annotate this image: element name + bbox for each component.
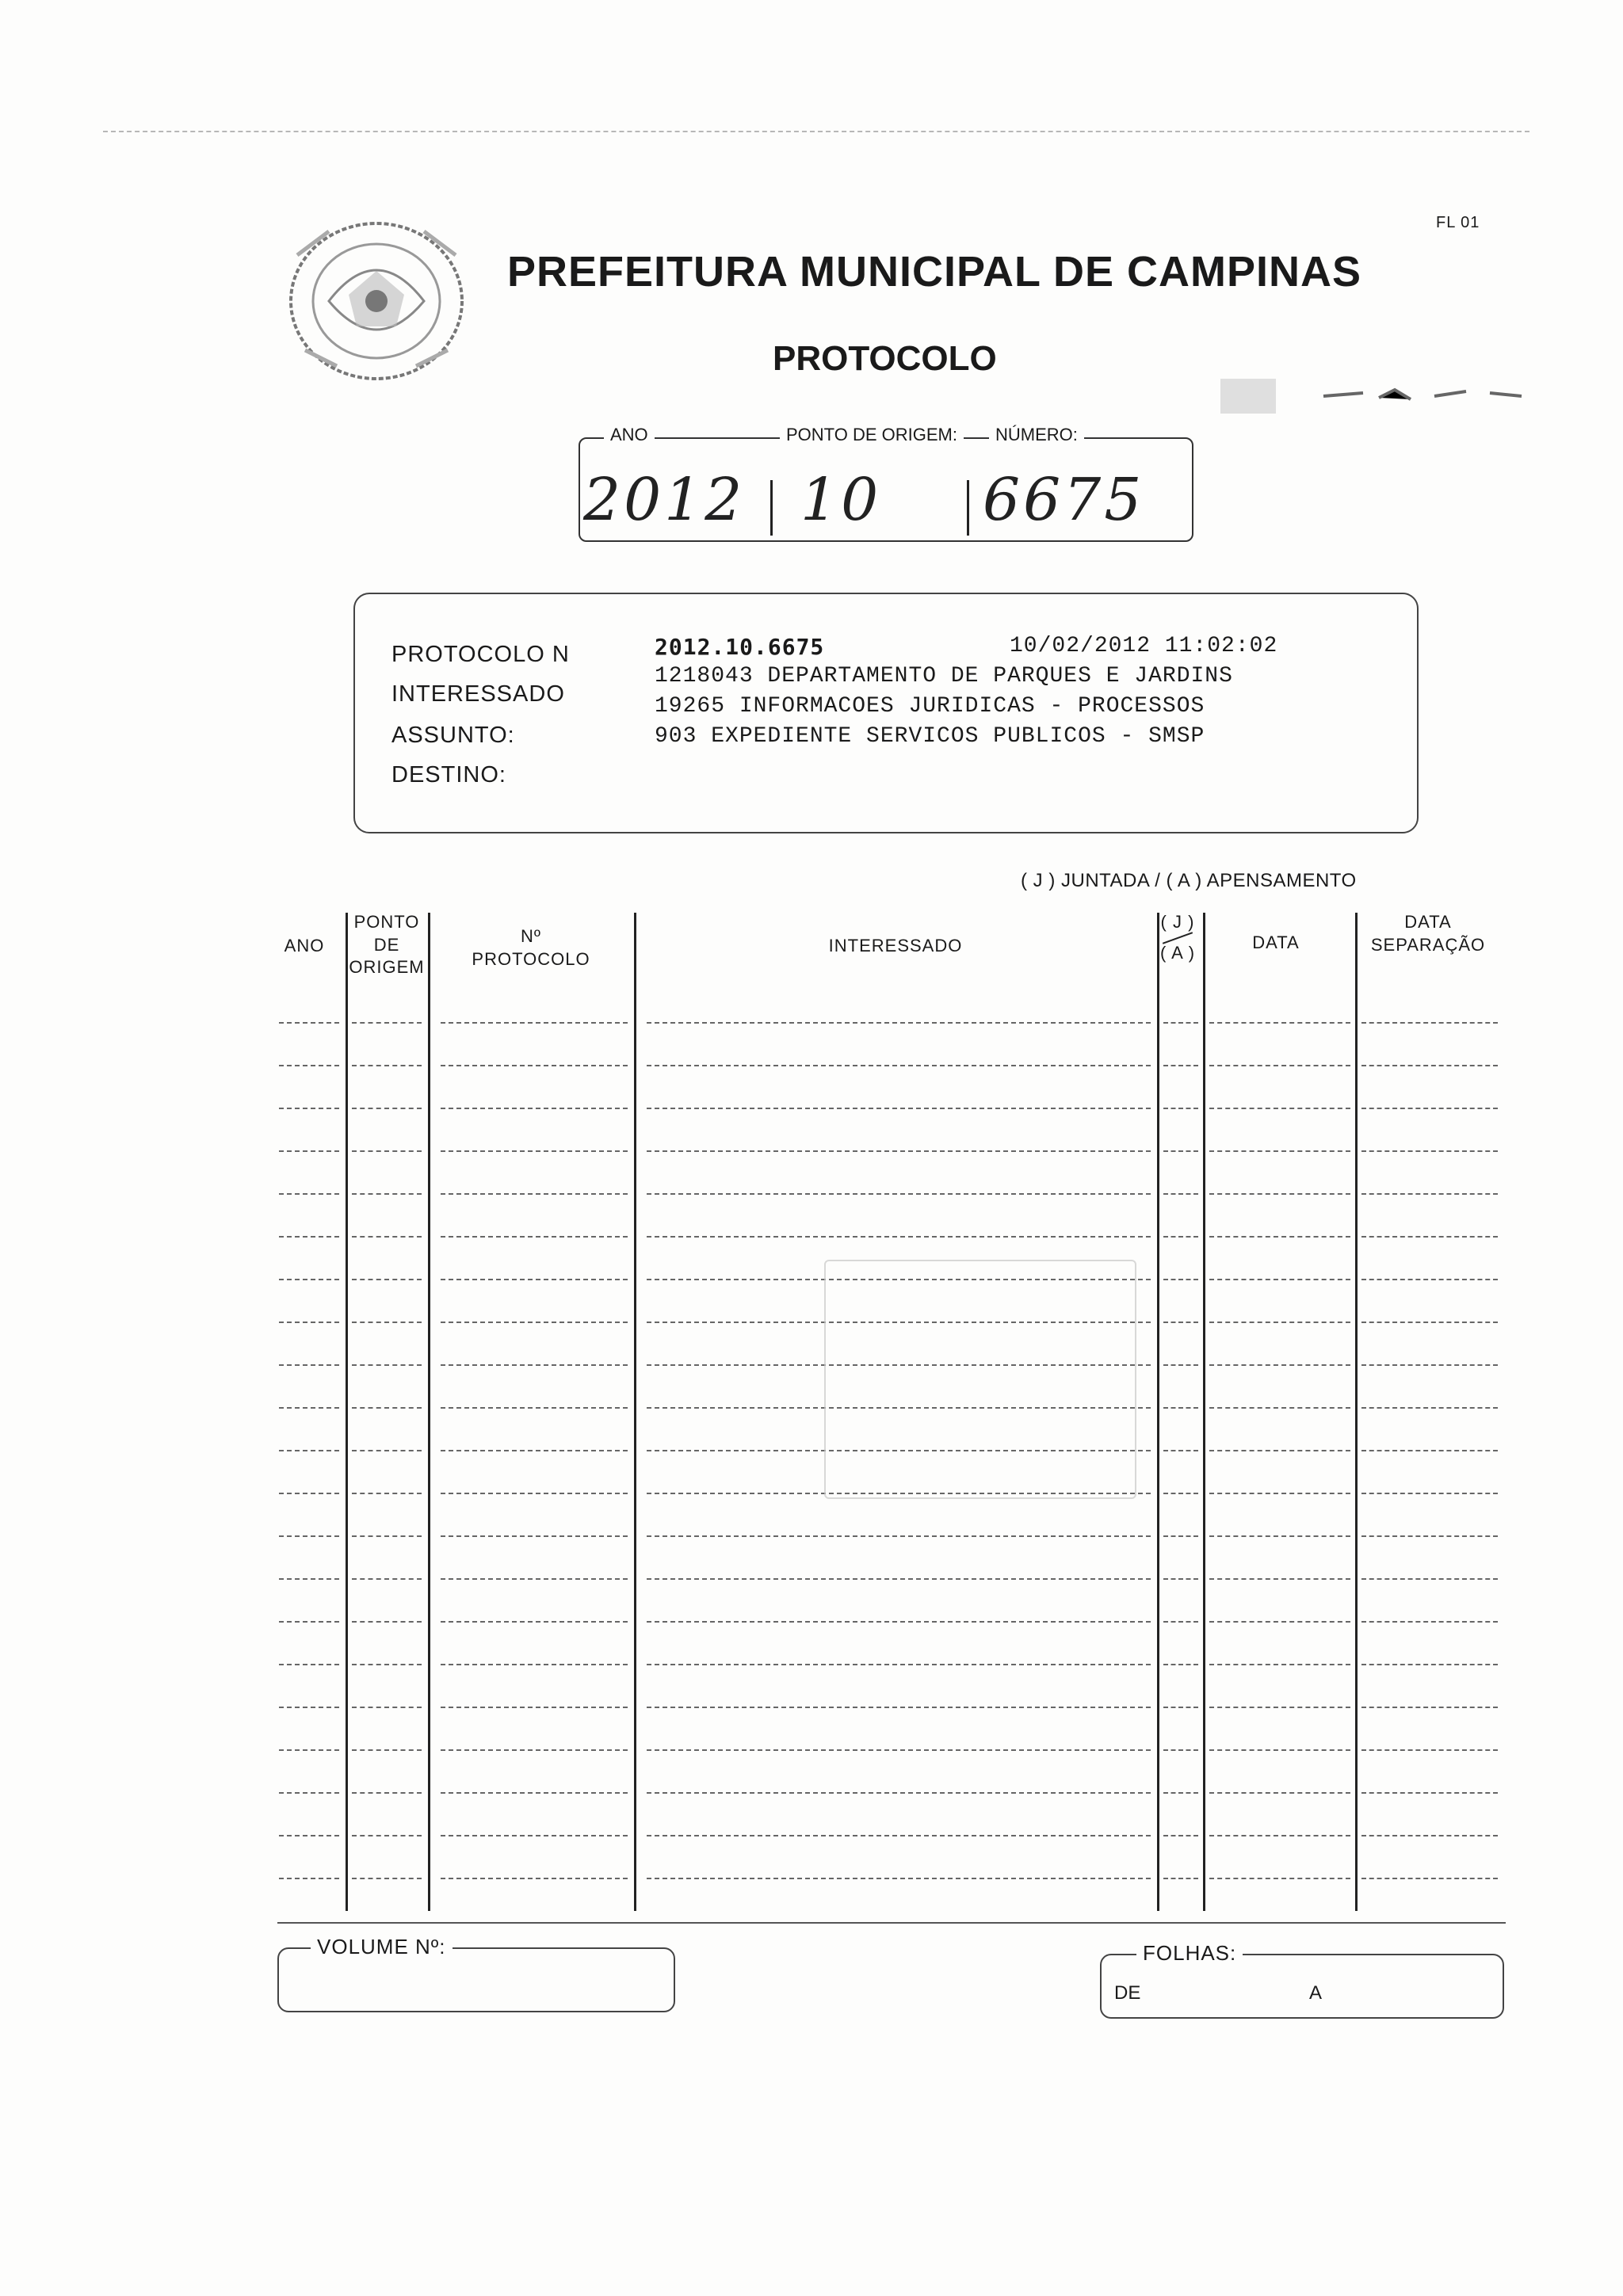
table-row-line — [1163, 1322, 1198, 1323]
table-row-line — [1361, 1578, 1498, 1580]
table-row-line — [1209, 1407, 1350, 1409]
table-row-line — [352, 1364, 422, 1366]
table-row-line — [352, 1407, 422, 1409]
table-row-line — [279, 1279, 339, 1280]
table-row-line — [1361, 1236, 1498, 1238]
table-row-line — [279, 1407, 339, 1409]
table-row-line — [352, 1108, 422, 1109]
table-row-line — [352, 1749, 422, 1751]
column-divider — [428, 913, 430, 1911]
table-row-line — [1361, 1878, 1498, 1879]
folhas-box — [1100, 1941, 1504, 2019]
table-row-line — [647, 1193, 1151, 1195]
sheet-ref: FL 01 — [1436, 214, 1480, 231]
table-row-line — [1209, 1108, 1350, 1109]
table-row-line — [1163, 1279, 1198, 1280]
volume-box — [277, 1935, 675, 2012]
table-row-line — [279, 1450, 339, 1451]
table-row-line — [1361, 1065, 1498, 1066]
folhas-label: FOLHAS: — [1136, 1941, 1243, 1966]
table-row-line — [1209, 1707, 1350, 1708]
table-row-line — [1163, 1578, 1198, 1580]
table-row-line — [352, 1450, 422, 1451]
table-row-line — [352, 1835, 422, 1836]
table-row-line — [647, 1621, 1151, 1623]
table-row-line — [441, 1878, 628, 1879]
table-row-line — [279, 1236, 339, 1238]
col-header-protocolo-line: Nº — [521, 926, 541, 946]
table-row-line — [1209, 1621, 1350, 1623]
table-row-line — [1163, 1792, 1198, 1794]
table-row-line — [1361, 1749, 1498, 1751]
volume-label: VOLUME Nº: — [311, 1935, 453, 1959]
separator — [967, 480, 969, 536]
numero-handwritten: 6675 — [983, 466, 1145, 534]
table-row-line — [352, 1535, 422, 1537]
table-row-line — [279, 1322, 339, 1323]
table-row-line — [1163, 1835, 1198, 1836]
ponto-handwritten: 10 — [800, 466, 882, 534]
table-row-line — [1209, 1664, 1350, 1665]
table-row-line — [279, 1621, 339, 1623]
table-row-line — [441, 1364, 628, 1366]
table-row-line — [279, 1578, 339, 1580]
table-row-line — [1163, 1150, 1198, 1152]
table-row-line — [1361, 1407, 1498, 1409]
table-row-line — [279, 1878, 339, 1879]
table-row-line — [352, 1150, 422, 1152]
column-divider — [346, 913, 348, 1911]
table-row-line — [1163, 1749, 1198, 1751]
table-row-line — [352, 1707, 422, 1708]
page-subtitle: PROTOCOLO — [773, 339, 997, 378]
ano-label: ANO — [604, 425, 655, 445]
juntada-legend: ( J ) JUNTADA / ( A ) APENSAMENTO — [1021, 870, 1357, 891]
table-row-line — [647, 1792, 1151, 1794]
table-row-line — [1209, 1749, 1350, 1751]
page-title: PREFEITURA MUNICIPAL DE CAMPINAS — [507, 248, 1362, 296]
table-row-line — [352, 1878, 422, 1879]
table-row-line — [441, 1450, 628, 1451]
table-row-line — [1209, 1022, 1350, 1024]
table-row-line — [441, 1835, 628, 1836]
table-row-line — [279, 1707, 339, 1708]
table-row-line — [279, 1065, 339, 1066]
table-row-line — [1209, 1792, 1350, 1794]
table-row-line — [647, 1065, 1151, 1066]
destino-value: 903 EXPEDIENTE SERVICOS PUBLICOS - SMSP — [655, 724, 1205, 749]
col-header-juntada — [1154, 911, 1201, 964]
table-row-line — [352, 1493, 422, 1494]
table-row-line — [1209, 1535, 1350, 1537]
table-row-line — [1163, 1193, 1198, 1195]
col-header-protocolo — [444, 925, 618, 971]
table-row-line — [1163, 1236, 1198, 1238]
table-row-line — [279, 1022, 339, 1024]
table-row-line — [352, 1236, 422, 1238]
table-row-line — [1361, 1022, 1498, 1024]
table-row-line — [441, 1108, 628, 1109]
col-header-data-separacao — [1357, 911, 1499, 956]
col-header-ano: ANO — [284, 936, 325, 955]
table-row-line — [1209, 1322, 1350, 1323]
table-row-line — [1361, 1621, 1498, 1623]
table-row-line — [1361, 1707, 1498, 1708]
col-header-sep-line: DATA — [1404, 912, 1452, 932]
column-divider — [1157, 913, 1159, 1911]
col-header-juntada-line: ( A ) — [1159, 942, 1196, 963]
col-header-ponto-line: ORIGEM — [349, 957, 425, 978]
col-header-juntada-line: ( J ) — [1160, 912, 1195, 932]
table-row-line — [647, 1535, 1151, 1537]
ano-handwritten: 2012 — [583, 466, 746, 534]
numero-label: NÚMERO: — [989, 425, 1084, 445]
protocol-info-box — [353, 593, 1419, 833]
table-row-line — [1361, 1279, 1498, 1280]
ponto-origem-label: PONTO DE ORIGEM: — [780, 425, 964, 445]
table-row-line — [441, 1193, 628, 1195]
top-dashed-line — [103, 131, 1529, 132]
table-row-line — [647, 1236, 1151, 1238]
table-row-line — [441, 1150, 628, 1152]
table-row-line — [279, 1150, 339, 1152]
table-row-line — [352, 1065, 422, 1066]
col-header-ponto-line: DE — [373, 934, 400, 955]
table-row-line — [1361, 1792, 1498, 1794]
col-header-sep-line: SEPARAÇÃO — [1370, 934, 1486, 955]
table-row-line — [441, 1578, 628, 1580]
table-row-line — [647, 1878, 1151, 1879]
table-row-line — [1361, 1535, 1498, 1537]
column-divider — [634, 913, 636, 1911]
protocolo-label: PROTOCOLO N — [391, 642, 570, 667]
table-row-line — [441, 1493, 628, 1494]
table-row-line — [1361, 1108, 1498, 1109]
table-row-line — [279, 1749, 339, 1751]
table-row-line — [1361, 1493, 1498, 1494]
table-row-line — [1209, 1835, 1350, 1836]
table-row-line — [1163, 1707, 1198, 1708]
table-row-line — [441, 1621, 628, 1623]
table-row-line — [279, 1364, 339, 1366]
table-row-line — [1361, 1322, 1498, 1323]
protocol-number-box — [579, 425, 1193, 542]
table-row-line — [647, 1707, 1151, 1708]
col-header-data: DATA — [1252, 933, 1300, 952]
table-row-line — [647, 1835, 1151, 1836]
table-row-line — [1163, 1065, 1198, 1066]
column-divider — [1355, 913, 1358, 1911]
table-row-line — [1209, 1065, 1350, 1066]
table-row-line — [1209, 1364, 1350, 1366]
table-row-line — [1163, 1108, 1198, 1109]
table-row-line — [1361, 1193, 1498, 1195]
table-row-line — [352, 1193, 422, 1195]
col-header-interessado: INTERESSADO — [828, 936, 963, 955]
destino-label: DESTINO: — [391, 762, 506, 788]
protocolo-datetime: 10/02/2012 11:02:02 — [1010, 634, 1278, 658]
table-row-line — [647, 1108, 1151, 1109]
table-row-line — [1163, 1878, 1198, 1879]
table-row-line — [441, 1322, 628, 1323]
table-row-line — [441, 1749, 628, 1751]
interessado-value: 1218043 DEPARTAMENTO DE PARQUES E JARDINS — [655, 664, 1233, 688]
table-row-line — [1209, 1878, 1350, 1879]
assunto-label: ASSUNTO: — [391, 723, 515, 748]
table-row-line — [441, 1279, 628, 1280]
city-seal-icon — [281, 208, 472, 390]
table-row-line — [1209, 1450, 1350, 1451]
table-row-line — [279, 1493, 339, 1494]
table-row-line — [441, 1065, 628, 1066]
table-row-line — [1163, 1535, 1198, 1537]
table-row-line — [352, 1792, 422, 1794]
table-row-line — [279, 1193, 339, 1195]
col-header-ponto-line: PONTO — [353, 912, 420, 932]
table-row-line — [1163, 1407, 1198, 1409]
assunto-value: 19265 INFORMACOES JURIDICAS - PROCESSOS — [655, 694, 1205, 719]
table-row-line — [279, 1535, 339, 1537]
table-row-line — [1209, 1193, 1350, 1195]
table-row-line — [352, 1322, 422, 1323]
table-row-line — [1163, 1022, 1198, 1024]
table-row-line — [352, 1664, 422, 1665]
table-row-line — [441, 1022, 628, 1024]
table-row-line — [441, 1792, 628, 1794]
table-row-line — [1209, 1493, 1350, 1494]
table-row-line — [441, 1236, 628, 1238]
table-row-line — [647, 1664, 1151, 1665]
table-row-line — [441, 1707, 628, 1708]
table-row-line — [647, 1150, 1151, 1152]
table-row-line — [279, 1792, 339, 1794]
table-row-line — [1209, 1279, 1350, 1280]
table-row-line — [1361, 1664, 1498, 1665]
table-row-line — [1163, 1364, 1198, 1366]
table-row-line — [1361, 1835, 1498, 1836]
faint-stamp-icon — [1205, 372, 1537, 420]
table-row-line — [441, 1664, 628, 1665]
table-bottom-rule — [277, 1922, 1506, 1924]
table-row-line — [279, 1108, 339, 1109]
table-row-line — [1361, 1364, 1498, 1366]
table-row-line — [441, 1535, 628, 1537]
interessado-label: INTERESSADO — [391, 681, 565, 707]
table-row-line — [279, 1664, 339, 1665]
protocolo-value: 2012.10.6675 — [655, 634, 825, 660]
table-row-line — [352, 1621, 422, 1623]
faint-stamp-mark — [824, 1260, 1136, 1499]
table-row-line — [647, 1749, 1151, 1751]
table-row-line — [352, 1279, 422, 1280]
table-row-line — [1361, 1150, 1498, 1152]
table-row-line — [352, 1022, 422, 1024]
table-row-line — [352, 1578, 422, 1580]
col-header-protocolo-line: PROTOCOLO — [472, 948, 590, 969]
table-row-line — [1209, 1236, 1350, 1238]
table-row-line — [1209, 1150, 1350, 1152]
column-divider — [1203, 913, 1205, 1911]
table-row-line — [279, 1835, 339, 1836]
folhas-a-label: A — [1309, 1982, 1323, 2004]
col-header-ponto-origem — [346, 911, 428, 979]
table-row-line — [1163, 1493, 1198, 1494]
folhas-de-label: DE — [1114, 1982, 1141, 2004]
table-row-line — [441, 1407, 628, 1409]
table-row-line — [647, 1022, 1151, 1024]
table-row-line — [1209, 1578, 1350, 1580]
table-row-line — [647, 1578, 1151, 1580]
table-row-line — [1163, 1450, 1198, 1451]
separator — [770, 480, 773, 536]
table-row-line — [1163, 1621, 1198, 1623]
table-row-line — [1361, 1450, 1498, 1451]
table-row-line — [1163, 1664, 1198, 1665]
